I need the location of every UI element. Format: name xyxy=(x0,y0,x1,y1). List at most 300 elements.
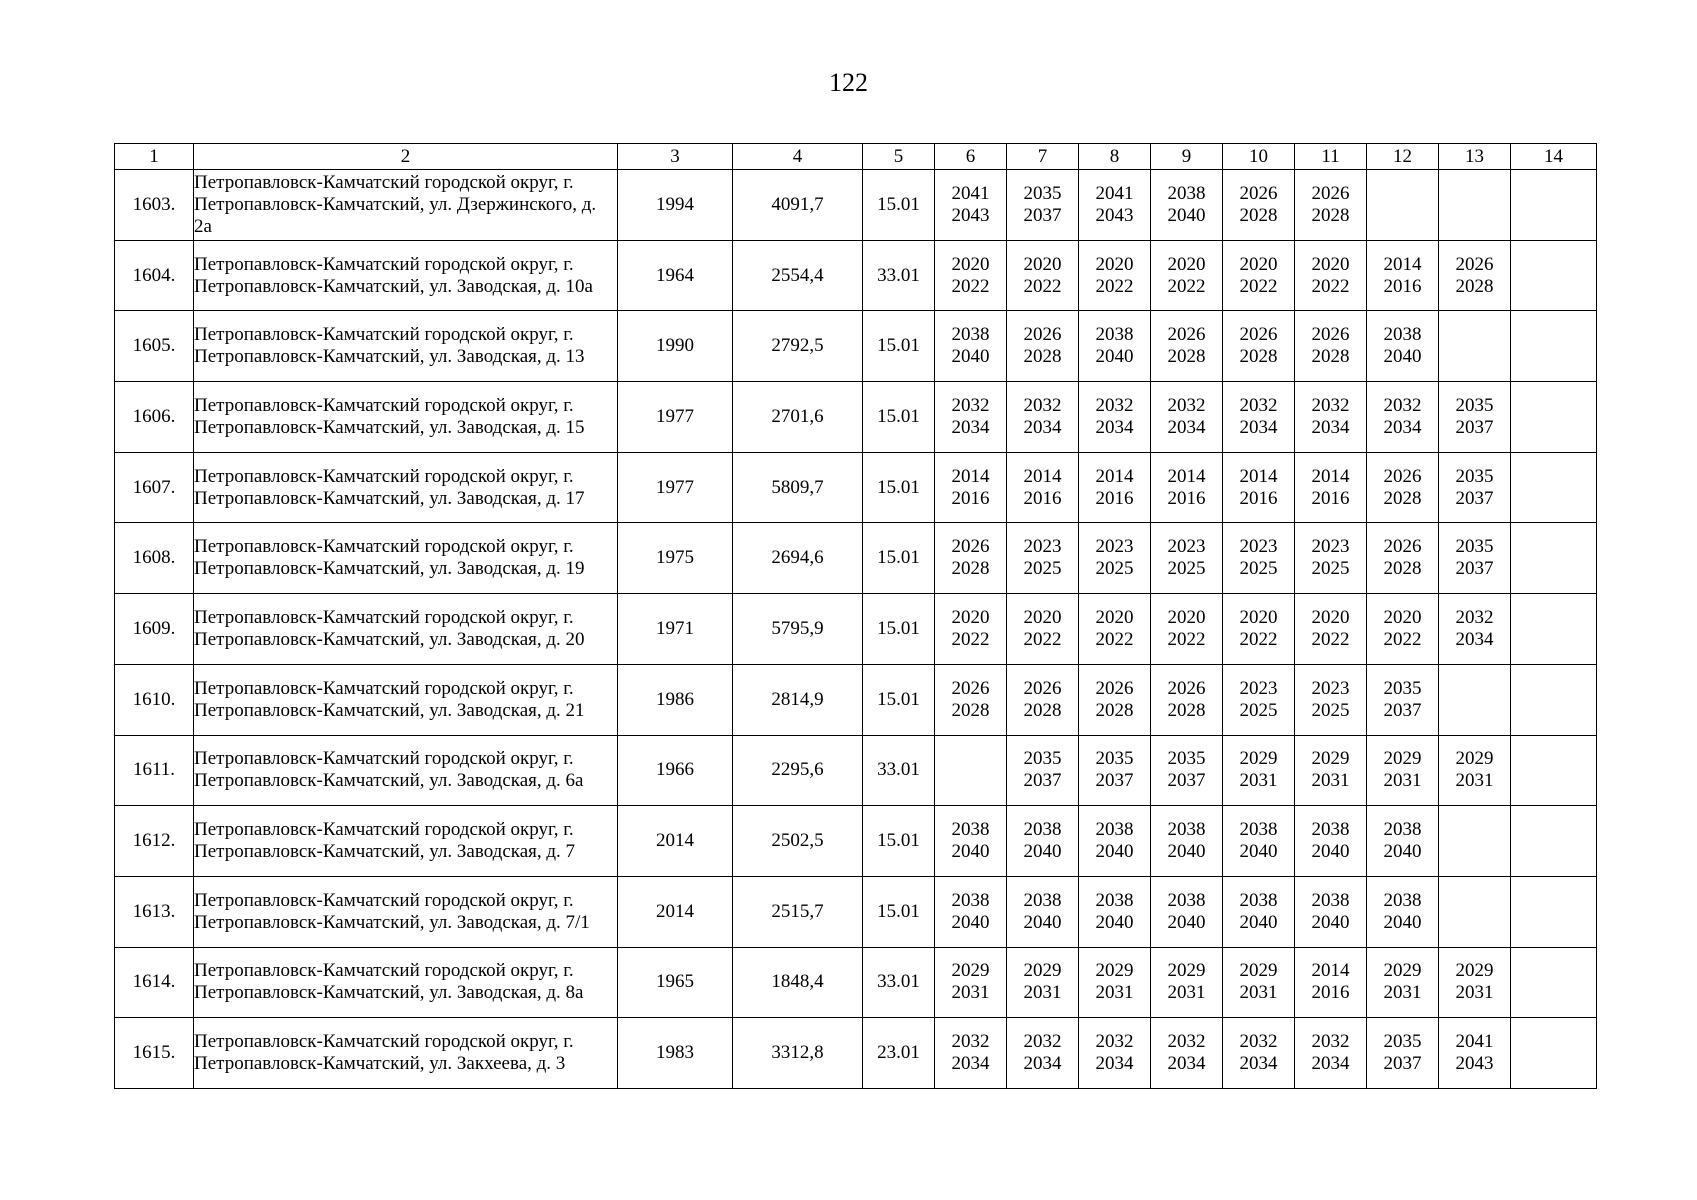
period-cell xyxy=(1079,735,1151,806)
period-cell xyxy=(1295,311,1367,382)
period-end: 2037 xyxy=(1023,770,1062,792)
period-cell xyxy=(1079,947,1151,1018)
period-start: 2014 xyxy=(1311,960,1350,982)
period-start: 2038 xyxy=(951,819,990,841)
period-cell xyxy=(1295,1018,1367,1089)
period-start: 2038 xyxy=(1095,819,1134,841)
period-end: 2028 xyxy=(1167,346,1206,368)
period-cell xyxy=(1007,311,1079,382)
address-cell: Петропавловск-Камчатский городской округ, г. Петропавловск-Камчатский, ул. Заводская, д. 21 xyxy=(194,664,618,735)
period-cell xyxy=(1295,382,1367,453)
period-start: 2020 xyxy=(1239,606,1278,628)
table-row xyxy=(115,1018,1597,1089)
period-start: 2032 xyxy=(951,1031,990,1053)
period-end: 2040 xyxy=(1023,911,1062,933)
code-cell: 15.01 xyxy=(863,806,935,877)
code-cell: 33.01 xyxy=(863,240,935,311)
period-start: 2020 xyxy=(1095,606,1134,628)
period-start: 2026 xyxy=(1455,253,1494,275)
period-end: 2016 xyxy=(951,487,990,509)
period-end: 2034 xyxy=(1023,416,1062,438)
period-cell xyxy=(1007,735,1079,806)
row-number: 1608. xyxy=(115,523,194,594)
period-start: 2032 xyxy=(1095,394,1134,416)
period-start: 2020 xyxy=(1383,606,1422,628)
period-start: 2032 xyxy=(1023,1031,1062,1053)
period-end: 2016 xyxy=(1311,982,1350,1004)
period-end: 2040 xyxy=(1383,841,1422,863)
period-cell xyxy=(935,876,1007,947)
period-cell xyxy=(1079,523,1151,594)
code-cell: 23.01 xyxy=(863,1018,935,1089)
address-cell: Петропавловск-Камчатский городской округ, г. Петропавловск-Камчатский, ул. Заводская, д. 13 xyxy=(194,311,618,382)
column-header: 6 xyxy=(935,144,1007,170)
period-cell xyxy=(1151,170,1223,241)
period-cell xyxy=(1439,806,1511,877)
period-start: 2035 xyxy=(1095,748,1134,770)
period-cell xyxy=(1079,664,1151,735)
period-start: 2026 xyxy=(1023,324,1062,346)
period-start: 2029 xyxy=(1239,748,1278,770)
period-end: 2040 xyxy=(951,346,990,368)
period-cell xyxy=(1151,452,1223,523)
period-start: 2038 xyxy=(1239,889,1278,911)
year-cell: 1994 xyxy=(618,170,733,241)
period-end: 2028 xyxy=(1383,487,1422,509)
period-end: 2043 xyxy=(1095,204,1134,226)
period-start: 2020 xyxy=(1239,253,1278,275)
table-row xyxy=(115,735,1597,806)
period-start: 2023 xyxy=(1239,677,1278,699)
period-end: 2034 xyxy=(1383,416,1422,438)
period-end: 2022 xyxy=(1095,275,1134,297)
period-cell xyxy=(1223,523,1295,594)
period-end: 2034 xyxy=(951,416,990,438)
period-cell xyxy=(1367,452,1439,523)
table-row xyxy=(115,311,1597,382)
area-cell: 2792,5 xyxy=(733,311,863,382)
period-start: 2032 xyxy=(1095,1031,1134,1053)
address-cell: Петропавловск-Камчатский городской округ, г. Петропавловск-Камчатский, ул. Заводская, д. 15 xyxy=(194,382,618,453)
period-cell xyxy=(1295,594,1367,665)
period-cell xyxy=(1367,947,1439,1018)
period-end: 2031 xyxy=(1023,982,1062,1004)
period-start: 2023 xyxy=(1311,677,1350,699)
period-end: 2025 xyxy=(1167,558,1206,580)
period-start: 2032 xyxy=(1455,606,1494,628)
table-row xyxy=(115,947,1597,1018)
address-cell: Петропавловск-Камчатский городской округ, г. Петропавловск-Камчатский, ул. Заводская, д. 8а xyxy=(194,947,618,1018)
period-end: 2031 xyxy=(1383,982,1422,1004)
period-cell xyxy=(1511,523,1597,594)
period-end: 2016 xyxy=(1383,275,1422,297)
area-cell: 4091,7 xyxy=(733,170,863,241)
period-start: 2038 xyxy=(1023,889,1062,911)
year-cell: 2014 xyxy=(618,806,733,877)
period-cell xyxy=(1223,664,1295,735)
period-start: 2026 xyxy=(1167,677,1206,699)
period-cell xyxy=(1367,311,1439,382)
column-header: 13 xyxy=(1439,144,1511,170)
period-cell xyxy=(1295,735,1367,806)
address-cell: Петропавловск-Камчатский городской округ, г. Петропавловск-Камчатский, ул. Заводская, д. 7/1 xyxy=(194,876,618,947)
period-start: 2035 xyxy=(1455,465,1494,487)
period-end: 2040 xyxy=(1095,841,1134,863)
period-cell xyxy=(1079,240,1151,311)
period-start: 2032 xyxy=(1311,1031,1350,1053)
year-cell: 1977 xyxy=(618,452,733,523)
code-cell: 15.01 xyxy=(863,382,935,453)
period-end: 2022 xyxy=(1239,628,1278,650)
period-cell xyxy=(935,240,1007,311)
period-end: 2040 xyxy=(951,911,990,933)
period-end: 2034 xyxy=(1311,1053,1350,1075)
period-start: 2041 xyxy=(951,182,990,204)
period-start: 2020 xyxy=(1095,253,1134,275)
period-start: 2038 xyxy=(1167,889,1206,911)
period-end: 2025 xyxy=(1311,558,1350,580)
period-cell xyxy=(1295,240,1367,311)
period-start: 2038 xyxy=(1167,182,1206,204)
period-start: 2038 xyxy=(1239,819,1278,841)
period-start: 2020 xyxy=(1311,606,1350,628)
period-start: 2014 xyxy=(1311,465,1350,487)
period-cell xyxy=(1367,382,1439,453)
period-cell xyxy=(1223,806,1295,877)
register-table xyxy=(114,143,1597,1089)
period-start: 2023 xyxy=(1095,536,1134,558)
period-end: 2016 xyxy=(1167,487,1206,509)
period-end: 2022 xyxy=(1023,275,1062,297)
period-cell xyxy=(1007,170,1079,241)
period-start: 2032 xyxy=(1383,394,1422,416)
period-end: 2028 xyxy=(1239,346,1278,368)
period-cell xyxy=(1007,240,1079,311)
period-end: 2037 xyxy=(1455,416,1494,438)
period-end: 2040 xyxy=(1239,911,1278,933)
year-cell: 1964 xyxy=(618,240,733,311)
column-header: 7 xyxy=(1007,144,1079,170)
period-cell xyxy=(1295,523,1367,594)
period-cell xyxy=(1511,311,1597,382)
period-end: 2040 xyxy=(1383,911,1422,933)
code-cell: 33.01 xyxy=(863,947,935,1018)
period-start: 2014 xyxy=(1167,465,1206,487)
year-cell: 2014 xyxy=(618,876,733,947)
column-header: 10 xyxy=(1223,144,1295,170)
period-cell xyxy=(1223,594,1295,665)
period-start: 2026 xyxy=(951,677,990,699)
period-end: 2034 xyxy=(1095,1053,1134,1075)
table-row xyxy=(115,523,1597,594)
period-end: 2040 xyxy=(1167,841,1206,863)
code-cell: 33.01 xyxy=(863,735,935,806)
period-cell xyxy=(1079,1018,1151,1089)
period-end: 2016 xyxy=(1023,487,1062,509)
period-end: 2037 xyxy=(1455,487,1494,509)
row-number: 1613. xyxy=(115,876,194,947)
period-start: 2014 xyxy=(1095,465,1134,487)
period-start: 2032 xyxy=(1023,394,1062,416)
period-start: 2032 xyxy=(1311,394,1350,416)
period-cell xyxy=(1511,947,1597,1018)
period-start: 2032 xyxy=(1239,394,1278,416)
period-cell xyxy=(1151,876,1223,947)
period-cell xyxy=(1151,240,1223,311)
period-start: 2038 xyxy=(1095,324,1134,346)
period-start: 2014 xyxy=(1023,465,1062,487)
period-cell xyxy=(1151,311,1223,382)
table-row xyxy=(115,876,1597,947)
address-cell: Петропавловск-Камчатский городской округ, г. Петропавловск-Камчатский, ул. Заводская, д. 10а xyxy=(194,240,618,311)
period-end: 2034 xyxy=(1095,416,1134,438)
period-cell xyxy=(1439,1018,1511,1089)
period-end: 2031 xyxy=(1239,982,1278,1004)
code-cell: 15.01 xyxy=(863,311,935,382)
period-start: 2029 xyxy=(1383,748,1422,770)
period-end: 2022 xyxy=(1095,628,1134,650)
period-cell xyxy=(1511,170,1597,241)
period-cell xyxy=(1151,806,1223,877)
period-start: 2020 xyxy=(951,606,990,628)
year-cell: 1966 xyxy=(618,735,733,806)
period-cell xyxy=(1151,735,1223,806)
period-end: 2028 xyxy=(951,699,990,721)
period-cell xyxy=(1223,876,1295,947)
period-cell xyxy=(1367,735,1439,806)
period-end: 2037 xyxy=(1023,204,1062,226)
period-start: 2026 xyxy=(1239,182,1278,204)
period-end: 2031 xyxy=(1383,770,1422,792)
period-end: 2022 xyxy=(1311,628,1350,650)
year-cell: 1971 xyxy=(618,594,733,665)
period-cell xyxy=(1223,311,1295,382)
period-start: 2035 xyxy=(1167,748,1206,770)
period-end: 2016 xyxy=(1239,487,1278,509)
period-start: 2029 xyxy=(1311,748,1350,770)
period-cell xyxy=(1151,523,1223,594)
year-cell: 1983 xyxy=(618,1018,733,1089)
period-cell xyxy=(1223,947,1295,1018)
period-start: 2029 xyxy=(1455,960,1494,982)
area-cell: 1848,4 xyxy=(733,947,863,1018)
area-cell: 2515,7 xyxy=(733,876,863,947)
period-end: 2040 xyxy=(1023,841,1062,863)
area-cell: 3312,8 xyxy=(733,1018,863,1089)
period-cell xyxy=(935,594,1007,665)
period-cell xyxy=(1079,452,1151,523)
period-start: 2035 xyxy=(1383,1031,1422,1053)
period-start: 2032 xyxy=(951,394,990,416)
period-cell xyxy=(1079,806,1151,877)
area-cell: 2701,6 xyxy=(733,382,863,453)
address-cell: Петропавловск-Камчатский городской округ, г. Петропавловск-Камчатский, ул. Заводская, д. 20 xyxy=(194,594,618,665)
row-number: 1611. xyxy=(115,735,194,806)
period-start: 2035 xyxy=(1023,182,1062,204)
period-cell xyxy=(1223,735,1295,806)
period-end: 2031 xyxy=(951,982,990,1004)
table-row xyxy=(115,240,1597,311)
period-cell xyxy=(1223,240,1295,311)
period-cell xyxy=(1439,594,1511,665)
period-start: 2038 xyxy=(1383,889,1422,911)
period-cell xyxy=(935,947,1007,1018)
period-end: 2025 xyxy=(1311,699,1350,721)
period-start: 2032 xyxy=(1239,1031,1278,1053)
period-end: 2025 xyxy=(1023,558,1062,580)
table-row xyxy=(115,594,1597,665)
period-cell xyxy=(935,735,1007,806)
period-end: 2028 xyxy=(1455,275,1494,297)
period-cell xyxy=(1439,735,1511,806)
period-cell xyxy=(1511,382,1597,453)
address-cell: Петропавловск-Камчатский городской округ, г. Петропавловск-Камчатский, ул. Заводская, д. 7 xyxy=(194,806,618,877)
period-end: 2034 xyxy=(1023,1053,1062,1075)
period-start: 2029 xyxy=(1239,960,1278,982)
period-start: 2041 xyxy=(1455,1031,1494,1053)
period-cell xyxy=(1223,1018,1295,1089)
period-end: 2025 xyxy=(1095,558,1134,580)
row-number: 1610. xyxy=(115,664,194,735)
period-cell xyxy=(935,806,1007,877)
period-start: 2035 xyxy=(1455,394,1494,416)
period-end: 2022 xyxy=(1167,628,1206,650)
column-header: 5 xyxy=(863,144,935,170)
code-cell: 15.01 xyxy=(863,664,935,735)
year-cell: 1977 xyxy=(618,382,733,453)
period-start: 2038 xyxy=(1311,889,1350,911)
period-end: 2022 xyxy=(1023,628,1062,650)
period-start: 2029 xyxy=(1383,960,1422,982)
period-cell xyxy=(1295,452,1367,523)
period-end: 2025 xyxy=(1239,699,1278,721)
code-cell: 15.01 xyxy=(863,523,935,594)
row-number: 1606. xyxy=(115,382,194,453)
column-header: 12 xyxy=(1367,144,1439,170)
table-header xyxy=(115,144,1597,170)
period-start: 2032 xyxy=(1167,394,1206,416)
period-start: 2035 xyxy=(1455,536,1494,558)
period-end: 2040 xyxy=(1167,911,1206,933)
period-end: 2028 xyxy=(1383,558,1422,580)
period-start: 2026 xyxy=(1311,324,1350,346)
period-end: 2031 xyxy=(1311,770,1350,792)
period-start: 2026 xyxy=(951,536,990,558)
period-cell xyxy=(1007,947,1079,1018)
period-start: 2026 xyxy=(1311,182,1350,204)
period-end: 2034 xyxy=(1239,1053,1278,1075)
period-cell xyxy=(1511,240,1597,311)
period-start: 2026 xyxy=(1023,677,1062,699)
period-start: 2038 xyxy=(1023,819,1062,841)
period-end: 2043 xyxy=(951,204,990,226)
period-end: 2016 xyxy=(1095,487,1134,509)
period-cell xyxy=(1511,452,1597,523)
period-start: 2029 xyxy=(951,960,990,982)
period-cell xyxy=(1007,876,1079,947)
period-cell xyxy=(1439,523,1511,594)
period-end: 2028 xyxy=(1311,346,1350,368)
area-cell: 5809,7 xyxy=(733,452,863,523)
period-cell xyxy=(1511,806,1597,877)
period-cell xyxy=(1511,876,1597,947)
address-cell: Петропавловск-Камчатский городской округ, г. Петропавловск-Камчатский, ул. Заводская, д. 6а xyxy=(194,735,618,806)
period-cell xyxy=(1151,382,1223,453)
area-cell: 2694,6 xyxy=(733,523,863,594)
table-row xyxy=(115,452,1597,523)
period-start: 2038 xyxy=(1383,324,1422,346)
period-start: 2041 xyxy=(1095,182,1134,204)
period-start: 2026 xyxy=(1383,536,1422,558)
period-cell xyxy=(1151,594,1223,665)
period-end: 2037 xyxy=(1383,1053,1422,1075)
area-cell: 2502,5 xyxy=(733,806,863,877)
period-end: 2034 xyxy=(951,1053,990,1075)
period-cell xyxy=(1151,664,1223,735)
period-cell xyxy=(1007,594,1079,665)
period-start: 2035 xyxy=(1023,748,1062,770)
period-cell xyxy=(1367,876,1439,947)
period-cell xyxy=(1295,170,1367,241)
period-start: 2032 xyxy=(1167,1031,1206,1053)
period-end: 2043 xyxy=(1455,1053,1494,1075)
period-start: 2020 xyxy=(1023,606,1062,628)
period-end: 2040 xyxy=(1311,841,1350,863)
period-end: 2040 xyxy=(1167,204,1206,226)
row-number: 1605. xyxy=(115,311,194,382)
table-row xyxy=(115,382,1597,453)
year-cell: 1990 xyxy=(618,311,733,382)
code-cell: 15.01 xyxy=(863,170,935,241)
column-header: 11 xyxy=(1295,144,1367,170)
period-cell xyxy=(1439,664,1511,735)
period-cell xyxy=(1367,240,1439,311)
period-end: 2022 xyxy=(1383,628,1422,650)
year-cell: 1986 xyxy=(618,664,733,735)
period-cell xyxy=(1511,735,1597,806)
period-start: 2023 xyxy=(1239,536,1278,558)
column-header: 1 xyxy=(115,144,194,170)
column-header: 14 xyxy=(1511,144,1597,170)
period-cell xyxy=(1511,594,1597,665)
period-cell xyxy=(1151,1018,1223,1089)
period-start: 2038 xyxy=(951,889,990,911)
period-cell xyxy=(1367,170,1439,241)
row-number: 1603. xyxy=(115,170,194,241)
period-start: 2038 xyxy=(1383,819,1422,841)
period-cell xyxy=(1223,170,1295,241)
period-end: 2028 xyxy=(1311,204,1350,226)
period-end: 2028 xyxy=(1023,699,1062,721)
period-end: 2040 xyxy=(1095,346,1134,368)
period-start: 2026 xyxy=(1383,465,1422,487)
period-start: 2029 xyxy=(1455,748,1494,770)
period-cell xyxy=(1079,876,1151,947)
period-cell xyxy=(1439,876,1511,947)
period-cell xyxy=(1367,594,1439,665)
period-end: 2037 xyxy=(1095,770,1134,792)
period-end: 2022 xyxy=(1311,275,1350,297)
period-start: 2026 xyxy=(1167,324,1206,346)
area-cell: 2814,9 xyxy=(733,664,863,735)
period-end: 2031 xyxy=(1455,770,1494,792)
period-cell xyxy=(1007,1018,1079,1089)
period-end: 2022 xyxy=(951,628,990,650)
period-end: 2031 xyxy=(1095,982,1134,1004)
period-end: 2040 xyxy=(1239,841,1278,863)
period-cell xyxy=(1367,1018,1439,1089)
period-cell xyxy=(935,170,1007,241)
